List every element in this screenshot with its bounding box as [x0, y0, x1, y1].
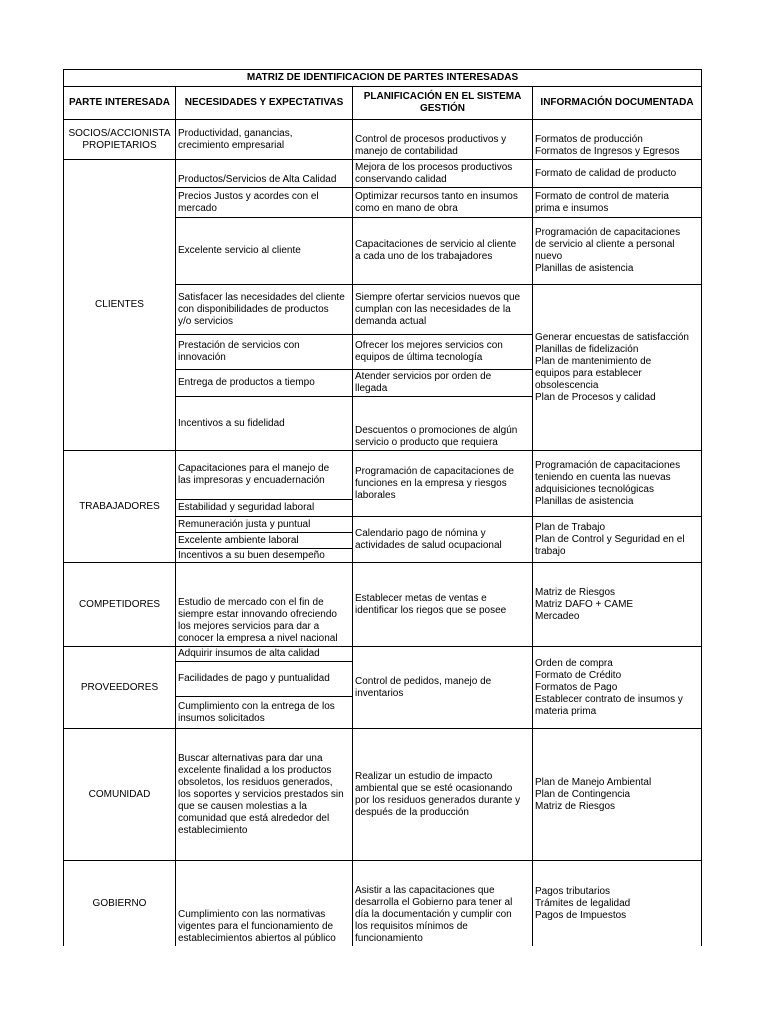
clientes-necesidad-6: Entrega de productos a tiempo	[176, 370, 353, 397]
proveedores-planificacion: Control de pedidos, manejo de inventarios	[353, 647, 533, 729]
clientes-informacion-1: Formato de calidad de producto	[533, 160, 702, 188]
comunidad-informacion: Plan de Manejo Ambiental Plan de Contingencia Matriz de Riesgos	[533, 729, 702, 861]
trabajadores-necesidad-3: Remuneración justa y puntual	[176, 517, 353, 533]
clientes-necesidad-4: Satisfacer las necesidades del cliente con disponibilidades de productos y/o servicios	[176, 285, 353, 335]
clientes-planificacion-3: Capacitaciones de servicio al cliente a cada uno de los trabajadores	[353, 218, 533, 285]
comunidad-planificacion: Realizar un estudio de impacto ambiental que se esté ocasionando por los residuos generados durante y después de la producción	[353, 729, 533, 861]
stakeholder-matrix-table	[63, 69, 702, 946]
row-label-comunidad: COMUNIDAD	[64, 729, 176, 861]
clientes-necesidad-7: Incentivos a su fidelidad	[176, 397, 353, 451]
clientes-necesidad-5: Prestación de servicios con innovación	[176, 335, 353, 370]
clientes-planificacion-4: Siempre ofertar servicios nuevos que cumplan con las necesidades de la demanda actual	[353, 285, 533, 335]
row-label-socios: SOCIOS/ACCIONISTA PROPIETARIOS	[64, 120, 176, 160]
clientes-planificacion-1: Mejora de los procesos productivos conservando calidad	[353, 160, 533, 188]
clientes-necesidad-1: Productos/Servicios de Alta Calidad	[176, 160, 353, 188]
proveedores-necesidad-2: Facilidades de pago y puntualidad	[176, 662, 353, 697]
header-informacion: INFORMACIÓN DOCUMENTADA	[533, 87, 702, 120]
trabajadores-planificacion-1: Programación de capacitaciones de funciones en la empresa y riesgos laborales	[353, 451, 533, 517]
trabajadores-necesidad-4: Excelente ambiente laboral	[176, 533, 353, 549]
socios-necesidad: Productividad, ganancias, crecimiento empresarial	[176, 120, 353, 160]
competidores-planificacion: Establecer metas de ventas e identificar los riegos que se posee	[353, 563, 533, 647]
header-planificacion: PLANIFICACIÓN EN EL SISTEMA GESTIÓN	[353, 87, 533, 120]
gobierno-necesidad: Cumplimiento con las normativas vigentes para el funcionamiento de establecimientos abiertos al público	[176, 861, 353, 946]
comunidad-necesidad: Buscar alternativas para dar una excelente finalidad a los productos obsoletos, los residuos generados, los soportes y servicios prestados sin que se causen molestias a la comunidad que está alrededor del establecimiento	[176, 729, 353, 861]
clientes-planificacion-7: Descuentos o promociones de algún servicio o producto que requiera	[353, 397, 533, 451]
row-label-proveedores: PROVEEDORES	[64, 647, 176, 729]
header-necesidades: NECESIDADES Y EXPECTATIVAS	[176, 87, 353, 120]
clientes-necesidad-3: Excelente servicio al cliente	[176, 218, 353, 285]
gobierno-informacion: Pagos tributarios Trámites de legalidad Pagos de Impuestos	[533, 861, 702, 946]
trabajadores-necesidad-1: Capacitaciones para el manejo de las impresoras y encuadernación	[176, 451, 353, 500]
row-label-trabajadores: TRABAJADORES	[64, 451, 176, 563]
competidores-informacion: Matriz de Riesgos Matriz DAFO + CAME Mercadeo	[533, 563, 702, 647]
trabajadores-informacion-1: Programación de capacitaciones teniendo en cuenta las nuevas adquisiciones tecnológicas Planillas de asistencia	[533, 451, 702, 517]
proveedores-informacion: Orden de compra Formato de Crédito Formatos de Pago Establecer contrato de insumos y materia prima	[533, 647, 702, 729]
trabajadores-informacion-2: Plan de Trabajo Plan de Control y Seguridad en el trabajo	[533, 517, 702, 563]
clientes-planificacion-2: Optimizar recursos tanto en insumos como en mano de obra	[353, 188, 533, 218]
trabajadores-necesidad-5: Incentivos a su buen desempeño	[176, 549, 353, 563]
clientes-informacion-2: Formato de control de materia prima e insumos	[533, 188, 702, 218]
competidores-necesidad: Estudio de mercado con el fin de siempre estar innovando ofreciendo los mejores servicios para dar a conocer la empresa a nivel nacional	[176, 563, 353, 647]
clientes-necesidad-2: Precios Justos y acordes con el mercado	[176, 188, 353, 218]
row-label-clientes: CLIENTES	[64, 160, 176, 451]
row-label-competidores: COMPETIDORES	[64, 563, 176, 647]
proveedores-necesidad-3: Cumplimiento con la entrega de los insumos solicitados	[176, 697, 353, 729]
clientes-informacion-4: Generar encuestas de satisfacción Planillas de fidelización Plan de mantenimiento de equipos para establecer obsolescencia Plan de Procesos y calidad	[533, 285, 702, 451]
socios-planificacion: Control de procesos productivos y manejo de contabilidad	[353, 120, 533, 160]
table-title: MATRIZ DE IDENTIFICACION DE PARTES INTERESADAS	[64, 70, 702, 87]
header-parte-interesada: PARTE INTERESADA	[64, 87, 176, 120]
clientes-planificacion-6: Atender servicios por orden de llegada	[353, 370, 533, 397]
row-label-gobierno: GOBIERNO	[64, 861, 176, 946]
proveedores-necesidad-1: Adquirir insumos de alta calidad	[176, 647, 353, 662]
gobierno-planificacion: Asistir a las capacitaciones que desarrolla el Gobierno para tener al día la documentación y cumplir con los requisitos mínimos de funcionamiento	[353, 861, 533, 946]
clientes-informacion-3: Programación de capacitaciones de servicio al cliente a personal nuevo Planillas de asistencia	[533, 218, 702, 285]
clientes-planificacion-5: Ofrecer los mejores servicios con equipos de última tecnología	[353, 335, 533, 370]
trabajadores-necesidad-2: Estabilidad y seguridad laboral	[176, 500, 353, 517]
socios-informacion: Formatos de producción Formatos de Ingresos y Egresos	[533, 120, 702, 160]
trabajadores-planificacion-2: Calendario pago de nómina y actividades de salud ocupacional	[353, 517, 533, 563]
